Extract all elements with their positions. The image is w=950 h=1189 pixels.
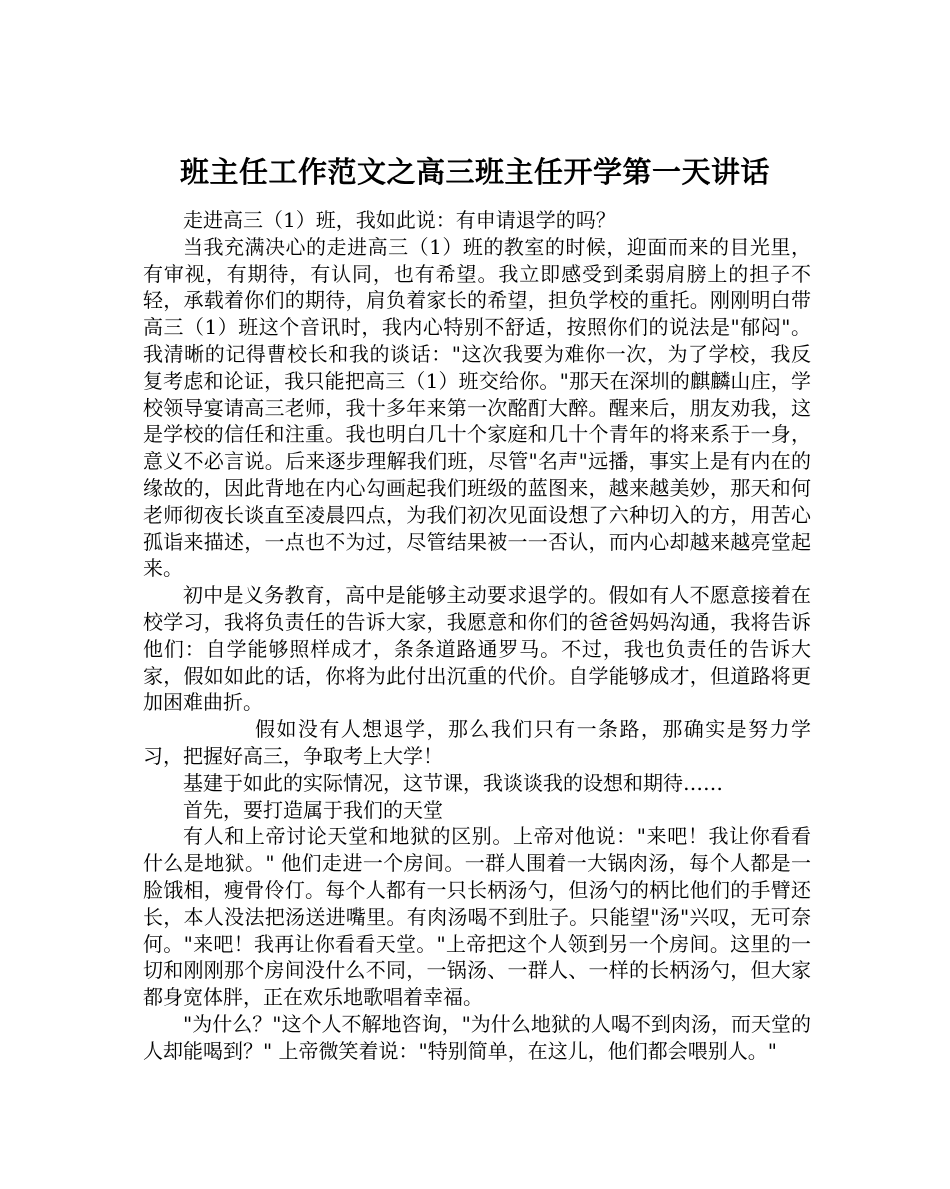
paragraph: 假如没有人想退学，那么我们只有一条路，那确实是努力学习，把握好高三，争取考上大学！: [143, 717, 811, 768]
paragraph: 当我充满决心的走进高三（1）班的教室的时候，迎面而来的目光里，有审视，有期待，有认同，也有希望。我立即感受到柔弱肩膀上的担子不轻，承载着你们的期待，肩负着家长的希望，担负学校的重托。刚刚明白带高三（1）班这个音讯时，我内心特别不舒适，按照你们的说法是"郁闷"。我清晰的记得曹校长和我的谈话："这次我要为难你一次，为了学校，我反复考虑和论证，我只能把高三（1）班交给你。"那天在深圳的麒麟山庄，学校领导宴请高三老师，我十多年来第一次酩酊大醉。醒来后，朋友劝我，这是学校的信任和注重。我也明白几十个家庭和几十个青年的将来系于一身，意义不必言说。后来逐步理解我们班，尽管"名声"远播，事实上是有内在的缘故的，因此背地在内心勾画起我们班级的蓝图来，越来越美妙，那天和何老师彻夜长谈直至凌晨四点，为我们初次见面设想了六种切入的方，用苦心孤诣来描述，一点也不为过，尽管结果被一一否认，而内心却越来越亮堂起来。: [143, 234, 811, 581]
section-heading: 首先，要打造属于我们的天堂: [183, 797, 443, 822]
paragraph: 走进高三（1）班，我如此说：有申请退学的吗？: [183, 208, 616, 232]
document-title: 班主任工作范文之高三班主任开学第一天讲话: [179, 155, 770, 190]
paragraph: 初中是义务教育，高中是能够主动要求退学的。假如有人不愿意接着在校学习，我将负责任的告诉大家，我愿意和你们的爸爸妈妈沟通，我将告诉他们：自学能够照样成才，条条道路通罗马。不过，我也负责任的告诉大家，假如如此的话，你将为此付出沉重的代价。自学能够成才，但道路将更加困难曲折。: [143, 583, 811, 715]
document-body: [143, 207, 811, 1065]
paragraph: 基建于如此的实际情况，这节课，我谈谈我的设想和期待……: [183, 770, 723, 795]
paragraph: 有人和上帝讨论天堂和地狱的区别。上帝对他说："来吧！我让你看看什么是地狱。" 他们走进一个房间。一群人围着一大锅肉汤，每个人都是一脸饿相，瘦骨伶仃。每个人都有一只长柄汤勺，但汤勺的柄比他们的手臂还长，本人没法把汤送进嘴里。有肉汤喝不到肚子。只能望"汤"兴叹，无可奈何。"来吧！我再让你看看天堂。"上帝把这个人领到另一个房间。这里的一切和刚刚那个房间没什么不同，一锅汤、一群人、一样的长柄汤勺，但大家都身宽体胖，正在欢乐地歌唱着幸福。: [143, 824, 811, 1010]
paragraph: "为什么？"这个人不解地咨询，"为什么地狱的人喝不到肉汤，而天堂的人却能喝到？" 上帝微笑着说："特别简单，在这儿，他们都会喂别人。": [143, 1011, 811, 1063]
